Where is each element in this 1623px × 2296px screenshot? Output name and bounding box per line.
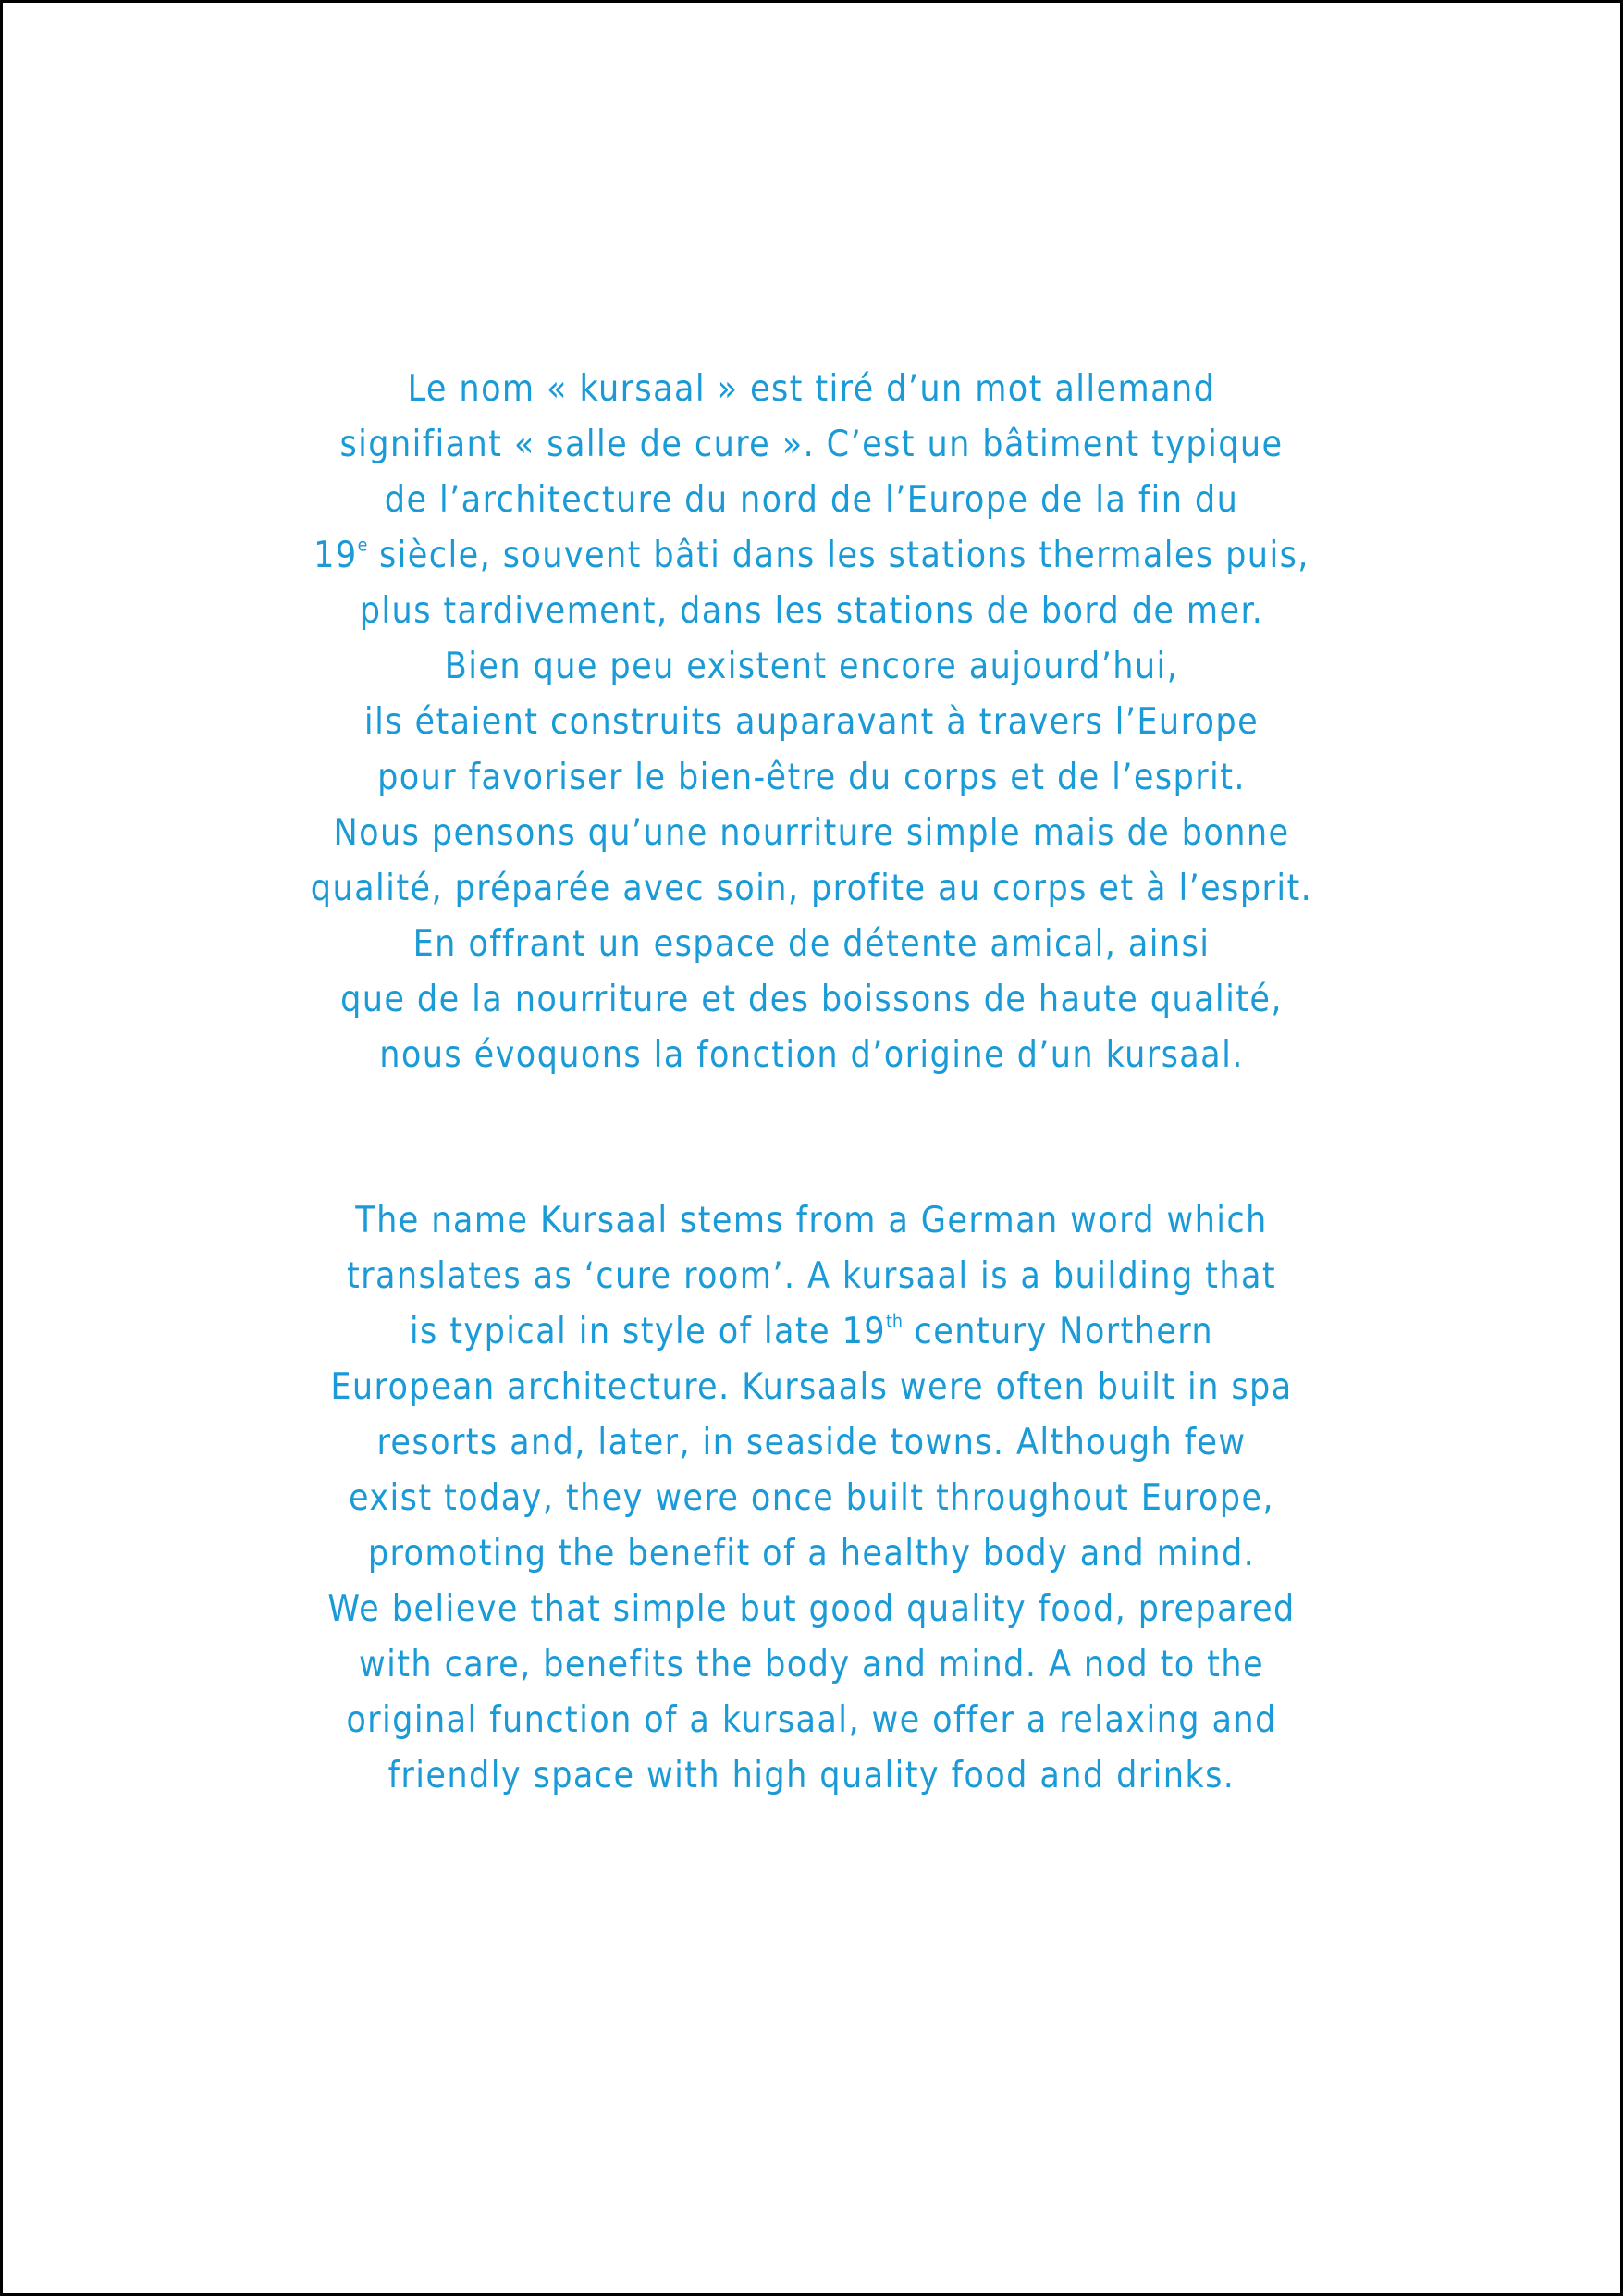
text-line: qualité, préparée avec soin, profite au corps et à l’esprit. bbox=[310, 868, 1313, 909]
text-line bbox=[3, 528, 1620, 584]
text-line: with care, benefits the body and mind. A nod to the bbox=[359, 1644, 1264, 1685]
text-line: exist today, they were once built throughout Europe, bbox=[349, 1477, 1274, 1519]
french-paragraph bbox=[3, 362, 1620, 1083]
text-line: original function of a kursaal, we offer a relaxing and bbox=[346, 1699, 1277, 1741]
text-fragment: 19 bbox=[314, 535, 358, 576]
text-line: de l’architecture du nord de l’Europe de la fin du bbox=[384, 479, 1239, 521]
text-line: friendly space with high quality food and drinks. bbox=[387, 1755, 1236, 1796]
text-line: pour favoriser le bien-être du corps et de l’esprit. bbox=[377, 757, 1246, 798]
text-line: En offrant un espace de détente amical, ainsi bbox=[412, 923, 1211, 965]
text-line: resorts and, later, in seaside towns. Although few bbox=[376, 1422, 1247, 1463]
text-fragment: is typical in style of late 19 bbox=[409, 1311, 887, 1352]
text-fragment: siècle, souvent bâti dans les stations thermales puis, bbox=[367, 535, 1309, 576]
text-line: signifiant « salle de cure ». C’est un bâtiment typique bbox=[339, 424, 1284, 465]
superscript: e bbox=[357, 534, 368, 556]
text-line: que de la nourriture et des boissons de haute qualité, bbox=[340, 979, 1283, 1020]
text-line: Bien que peu existent encore aujourd’hui, bbox=[444, 646, 1179, 687]
text-line: We believe that simple but good quality food, prepared bbox=[327, 1588, 1296, 1630]
text-line: Le nom « kursaal » est tiré d’un mot allemand bbox=[407, 368, 1216, 410]
superscript: th bbox=[886, 1310, 904, 1332]
text-line: plus tardivement, dans les stations de bord de mer. bbox=[359, 590, 1264, 632]
text-line bbox=[3, 1304, 1620, 1360]
text-line: Nous pensons qu’une nourriture simple mais de bonne bbox=[333, 812, 1290, 854]
text-line: European architecture. Kursaals were often built in spa bbox=[330, 1366, 1293, 1408]
text-line: nous évoquons la fonction d’origine d’un kursaal. bbox=[379, 1034, 1244, 1076]
english-paragraph bbox=[3, 1193, 1620, 1804]
text-line: translates as ‘cure room’. A kursaal is a building that bbox=[346, 1255, 1277, 1297]
text-fragment: century Northern bbox=[903, 1311, 1214, 1352]
text-line: The name Kursaal stems from a German word which bbox=[355, 1200, 1268, 1241]
text-line: promoting the benefit of a healthy body and mind. bbox=[367, 1533, 1256, 1574]
text-line: ils étaient construits auparavant à travers l’Europe bbox=[363, 701, 1260, 743]
